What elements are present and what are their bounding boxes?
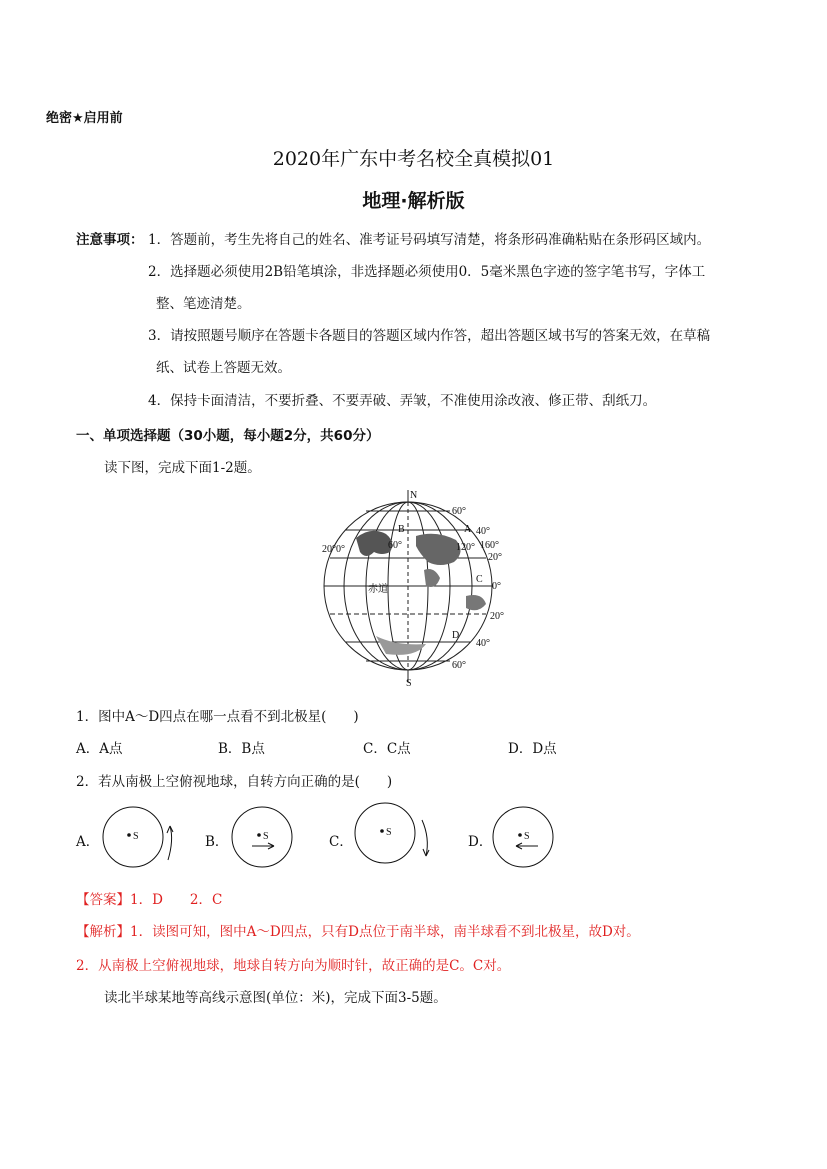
label-point-b: B [398, 524, 405, 535]
q2-option-c-label[interactable]: C． [329, 834, 353, 850]
note-item: 1．答题前，考生先将自己的姓名、准考证号码填写清楚，将条形码准确粘贴在条形码区域内。 [148, 232, 711, 248]
note-item: 纸、试卷上答题无效。 [156, 360, 291, 376]
label-point-d: D [452, 630, 460, 641]
label-point-c: C [476, 574, 483, 585]
q2-option-b-diagram[interactable] [228, 804, 298, 870]
q1-option-a[interactable]: A．A点 [76, 741, 123, 757]
analysis-text-1: 1．读图可知，图中A～D四点，只有D点位于南半球，南半球看不到北极星，故D对。 [130, 924, 640, 940]
answer-line [76, 888, 222, 908]
note-item: 3．请按照题号顺序在答题卡各题目的答题区域内作答，超出答题区域书写的答案无效，在草稿 [148, 328, 711, 344]
q2-option-d-label[interactable]: D． [468, 834, 493, 850]
note-item: 4．保持卡面清洁，不要折叠、不要弄破、弄皱，不准使用涂改液、修正带、刮纸刀。 [148, 393, 657, 409]
label-lon20w: 20°0° [322, 544, 345, 555]
q1-option-d[interactable]: D．D点 [508, 741, 557, 757]
note-item: 整、笔迹清楚。 [156, 296, 251, 312]
q2-option-a-diagram[interactable] [100, 804, 184, 870]
label-lat20n: 20° [488, 552, 502, 563]
globe-figure [316, 486, 506, 686]
label-lon120: 120° [456, 542, 475, 553]
label-equator: 赤道 [368, 584, 388, 595]
q1-stem: 1．图中A～D四点在哪一点看不到北极星( ) [76, 709, 359, 725]
next-intro: 读北半球某地等高线示意图(单位：米)，完成下面3-5题。 [104, 990, 447, 1006]
answer-tag: 【答案】 [76, 892, 130, 908]
label-lon60: 60° [388, 540, 402, 551]
notes-label: 注意事项： [76, 232, 144, 248]
q2-stem: 2．若从南极上空俯视地球，自转方向正确的是( ) [76, 774, 393, 790]
page-title: 2020年广东中考名校全真模拟01 [272, 148, 555, 170]
analysis-line-1 [76, 920, 640, 940]
analysis-line-2: 2．从南极上空俯视地球，地球自转方向为顺时针，故正确的是C。C对。 [76, 958, 511, 974]
center-label: S [524, 831, 530, 842]
label-point-a: A [464, 524, 472, 535]
center-label: S [133, 831, 139, 842]
q1-option-b[interactable]: B．B点 [218, 741, 265, 757]
confidential-label: 绝密★启用前 [46, 111, 123, 126]
page-subtitle: 地理·解析版 [362, 190, 465, 212]
label-north: N [410, 490, 418, 501]
label-lon160: 160° [480, 540, 499, 551]
q2-option-b-label[interactable]: B． [205, 834, 229, 850]
center-label: S [386, 827, 392, 838]
label-lat40s: 40° [476, 638, 490, 649]
note-item: 2．选择题必须使用2B铅笔填涂，非选择题必须使用0．5毫米黑色字迹的签字笔书写，字体工 [148, 264, 706, 280]
q2-option-a-label[interactable]: A． [76, 834, 100, 850]
answer-text: 1．D 2．C [130, 892, 223, 908]
analysis-tag: 【解析】 [76, 924, 130, 940]
label-lat60s: 60° [452, 660, 466, 671]
center-label: S [263, 831, 269, 842]
label-south: S [406, 678, 412, 686]
section-heading: 一、单项选择题（30小题，每小题2分，共60分） [76, 428, 380, 444]
q2-option-c-diagram[interactable] [352, 800, 436, 866]
label-lat20s: 20° [490, 611, 504, 622]
label-lat60n: 60° [452, 506, 466, 517]
label-equator-deg: 0° [492, 581, 501, 592]
q2-option-d-diagram[interactable] [490, 804, 560, 870]
label-lat40n: 40° [476, 526, 490, 537]
q1-option-c[interactable]: C．C点 [363, 741, 411, 757]
section-intro: 读下图，完成下面1-2题。 [104, 460, 261, 476]
